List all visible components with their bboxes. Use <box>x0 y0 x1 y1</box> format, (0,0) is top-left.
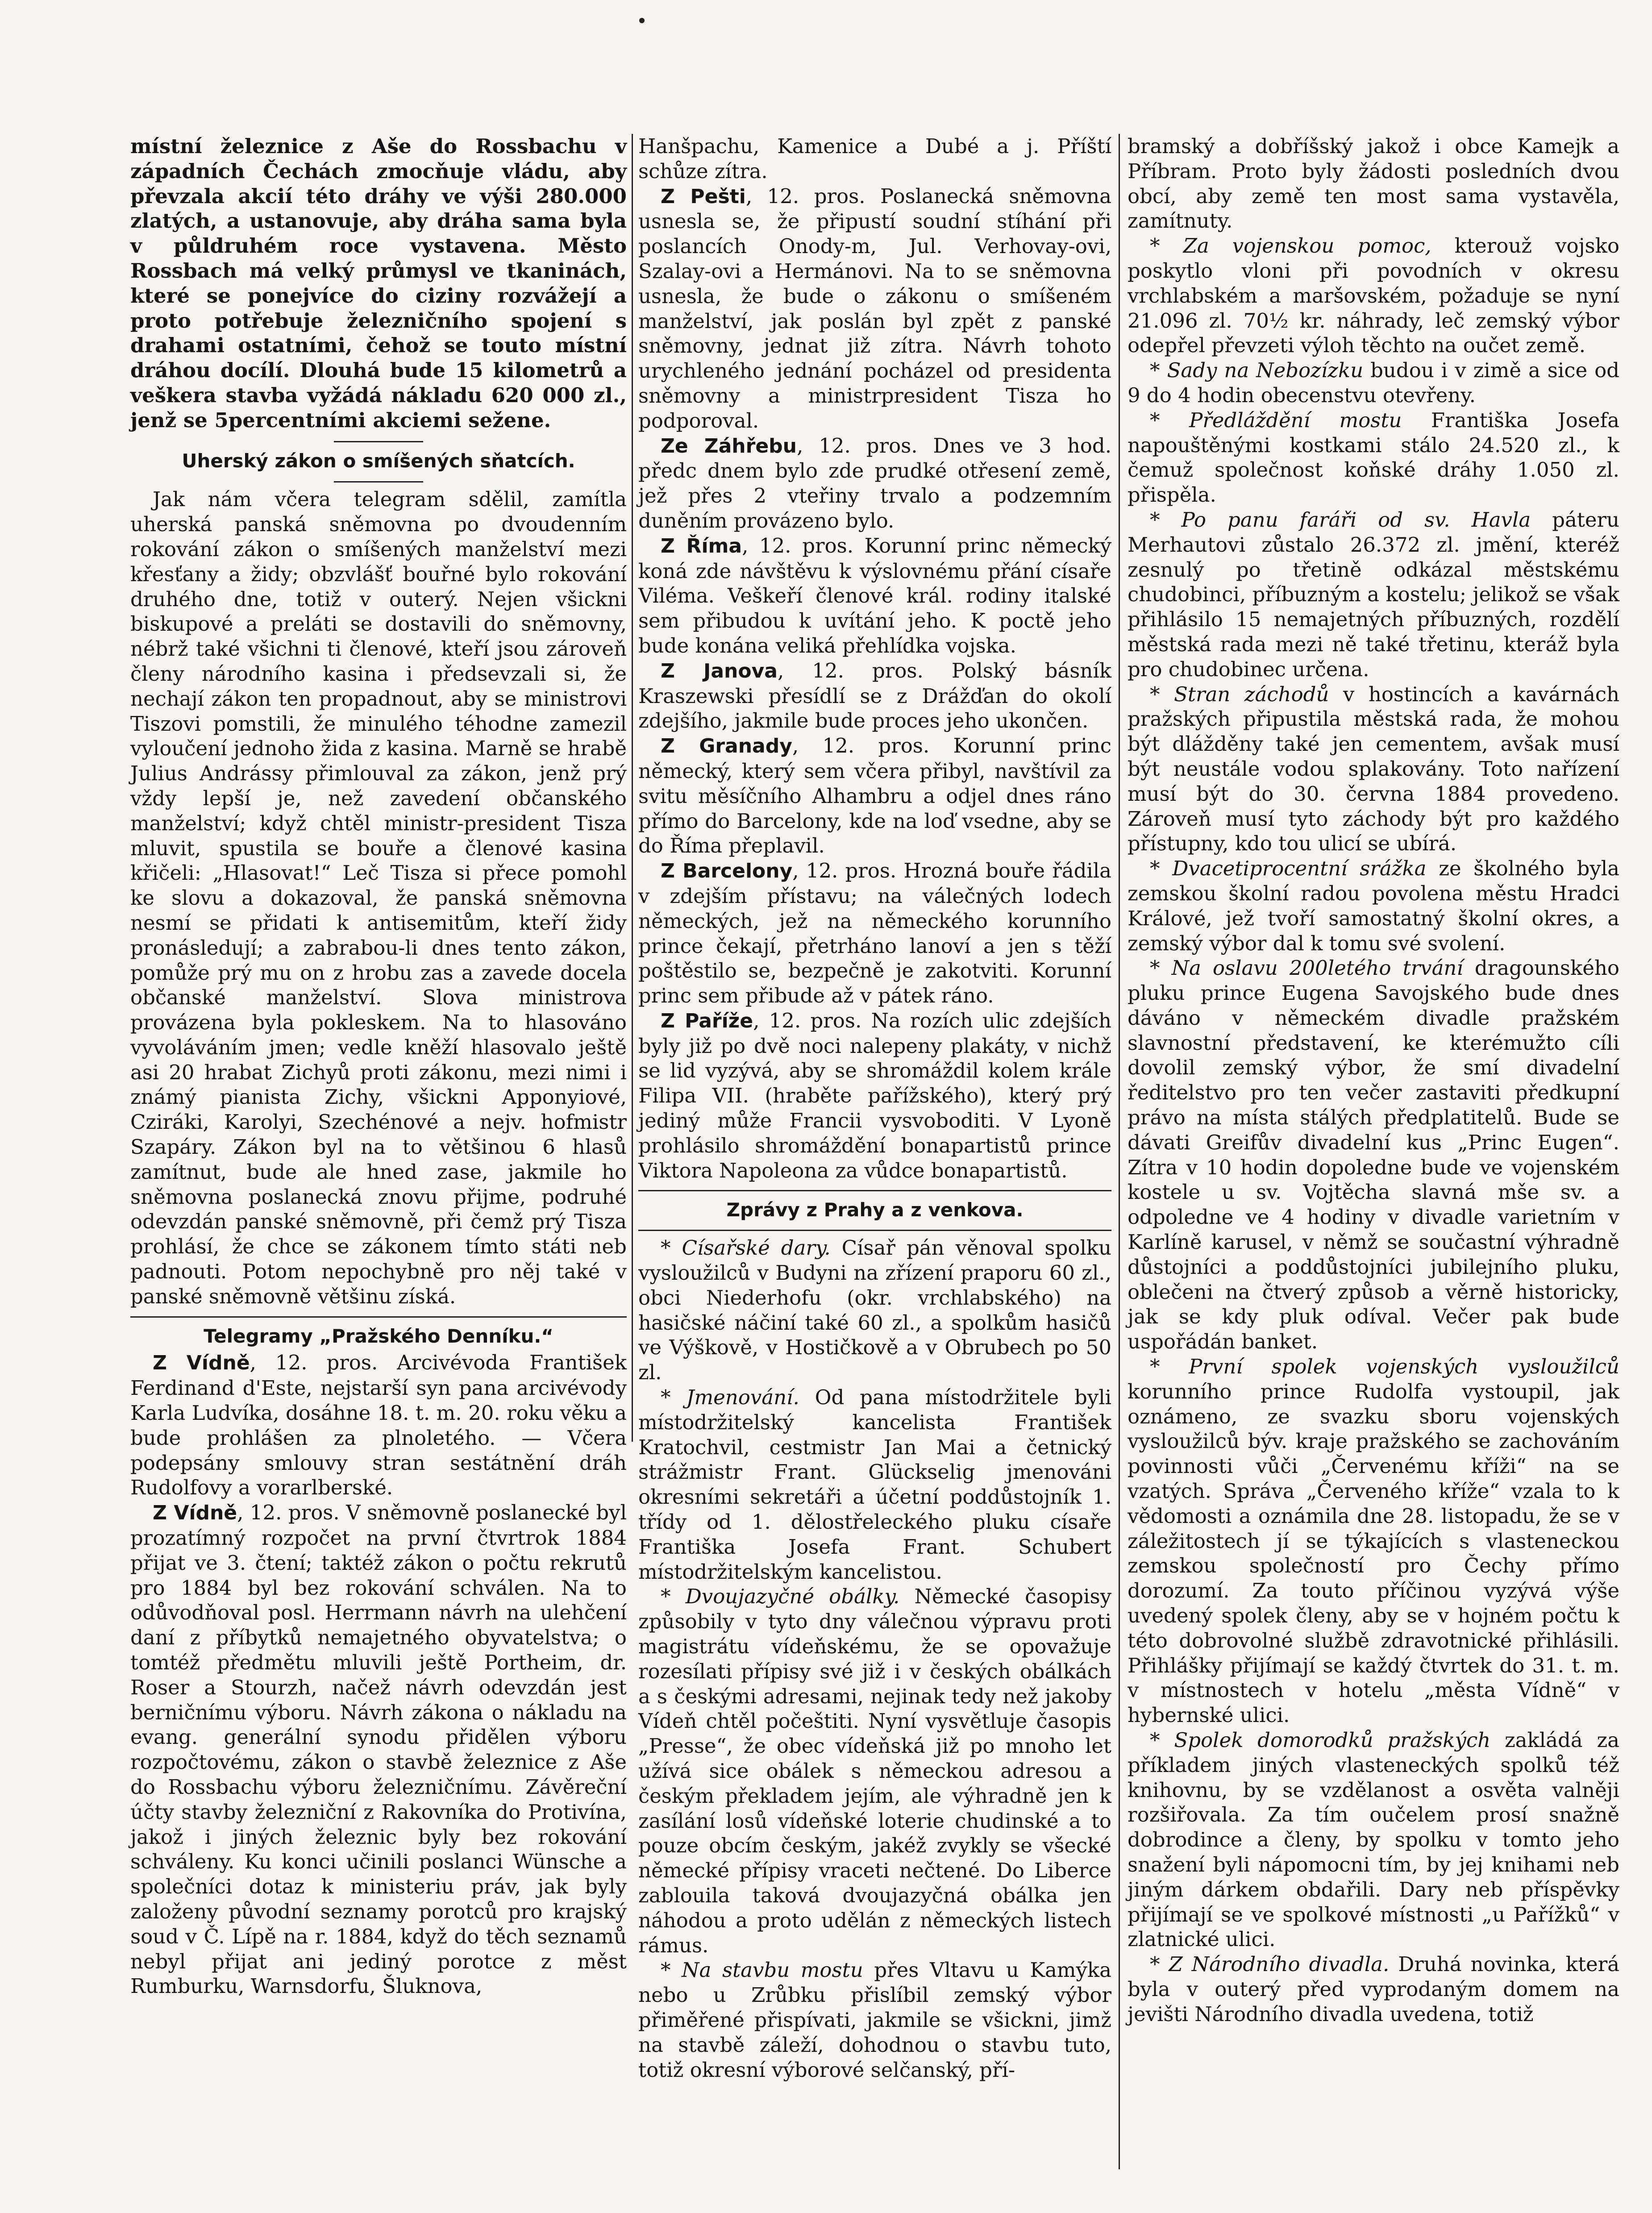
rome-text: , 12. pros. Korunní princ německý koná zde návštěvu k výslovnému přání císaře Viléma. Veškeří členové král. rodiny italské sem přibudou k uvítání jeho. K poctě jeho bude konána veliká přehlídka vojska. <box>638 533 1111 657</box>
column-rule-1 <box>632 134 633 1442</box>
column-rule-2 <box>1119 134 1120 2169</box>
vienna-text-2: , 12. pros. V sněmovně poslanecké byl prozatímný rozpočet na první čtvrtrok 1884 přijat ve 3. čtení; taktéž zákon o počtu rekrutů pro 1884 byl bez rokování schválen. Na to odůvodňoval posl. Herrmann návrh na ulehčení daní z příbytků nemajetného obyvatelstva; o tomtéž předmětu mluvili ještě Portheim, dr. Roser a Stourzh, načež návrh odevzdán jest berničnímu výboru. Návrh zákona o nákladu na evang. generální synodu přidělen výboru rozpočtovému, zákon o stavbě železnice z Aše do Rossbachu výboru železničnímu. Závěreční účty stavby železniční z Rakovníka do Protivína, jakož i jiných železnic byly bez rokování schváleny. Ku konci učinili poslanci Wünsche a společníci dotaz k ministeriu práv, jak byly založeny původní seznamy porotců pro krajský soud v Č. Lípě na r. 1884, když do těch seznamů nebyl přijat ani jediný porotce z měst Rumburku, Warnsdorfu, Šluknova, <box>130 1501 627 1998</box>
bridge-item: * Na stavbu mostu přes Vltavu u Kamýka nebo u Zrůbku přislíbil zemský výbor přiměřené přispívati, jakmile se všickni, jimž na stavbě záleží, dohodnou o stavbu tuto, totiž okresní výborové selčanský, pří- <box>638 1958 1111 2082</box>
envelopes-topic: Dvoujazyčné obálky. <box>685 1585 900 1609</box>
envelopes-text: Německé časopisy způsobily v tyto dny válečnou výpravu proti magistrátu vídeňskému, že se opovažuje rozesílati přípisy své již i v českých obálkách a s českými adresami, nejinak tedy než jakoby Vídeň chtěl počeštiti. Nyní vysvětluje časopis „Presse“, že obec vídeňská již po mnoho let užívá sice obálek s německou adresou a českým překladem jejím, ale výhradně jen k zasílání losů vídeňské loterie chudinské a to pouze obcím českým, jakéž zvykly se všecké německé přípisy vraceti nečtené. Do Liberce zablouila taková dvoujazyčná obálka jen náhodou a proto udělán z německých listech rámus. <box>638 1585 1112 1957</box>
appointments-text: Od pana místodržitele byli místodržitelský kancelista František Kratochvil, cestmistr Jan Mai a četnický strážmistr Frant. Glückselig jmenováni okresními sekretáři a účetní poddůstojník 1. třídy od 1. dělostřeleckého pluku císaře Františka Josefa Frant. Schubert místodržitelským kancelistou. <box>638 1385 1111 1584</box>
appointments-item: * Jmenování. Od pana místodržitele byli místodržitelský kancelista František Kratochvil, cestmistr Jan Mai a četnický strážmistr Frant. Glückselig jmenováni okresními sekretáři a účetní poddůstojník 1. třídy od 1. dělostřeleckého pluku císaře Františka Josefa Frant. Schubert místodržitelským kancelistou. <box>638 1385 1111 1584</box>
imperial-gifts-topic: Císařské dary. <box>682 1236 831 1260</box>
column-3 <box>1128 134 1619 2027</box>
jubilee-text: dragounského pluku prince Eugena Savojského bude dnes dáváno v německém divadle pražském slavnostní představení, ke kterémužto cíli dovolil zemský výbor, že smí divadelní ředitelstvo pro ten večer zastaviti předkupní právo na místa stálých předplatitelů. Bude se dávati Greifův divadelní kus „Princ Eugen“. Zítra v 10 hodin dopoledne bude ve vojenském kostele u sv. Vojtěcha slavná mše sv. a odpoledne ve 4 hodiny v divadle varietním v Karlíně karusel, v němž se součastní výhradně důstojníci a poddůstojníci jubilejního pluku, oblečeni na čtverý způsob a věrně historicky, jak se kdy pluk odíval. Večer pak bude uspořádán banket. <box>1128 956 1619 1354</box>
column-2 <box>638 134 1111 2082</box>
ink-speck <box>639 18 645 23</box>
vienna-text-1: , 12. pros. Arcivévoda František Ferdinand d'Este, nejstarší syn pana arcivévody Karla Ludvíka, dosáhne 18. t. m. 20. roku věku a bude prohlášen za plnoletého. — Včera podepsány smlouvy stran sestátnění dráh Rudolfovy a vorarlberské. <box>130 1351 627 1500</box>
theatre-item: * Z Národního divadla. Druhá novinka, která byla v outerý před vyprodaným domem na jevišti Národního divadla uvedena, totiž <box>1128 1952 1620 2026</box>
theatre-text: Druhá novinka, která byla v outerý před vyprodaným domem na jevišti Národního divadla uvedena, totiž <box>1128 1952 1620 2026</box>
zagreb-dateline: Ze Záhřebu <box>661 434 797 458</box>
imperial-gifts-item: * Císařské dary. Císař pán věnoval spolku vysloužilců v Budyni na zřízení praporu 60 zl., obci Niederhofu (okr. vrchlabského) na hasičské náčiní také 60 zl., a spolkům hasičů ve Výškově, v Hostičkově a v Obrubech po 50 zl. <box>638 1236 1111 1385</box>
vienna-dateline-2: Z Vídně <box>153 1502 237 1525</box>
theatre-topic: Z Národního divadla. <box>1169 1952 1390 1976</box>
rome-dateline: Z Říma <box>661 534 742 557</box>
hungarian-law-heading: Uherský zákon o smíšených sňatcích. <box>182 449 575 472</box>
genoa-telegram <box>638 658 1111 733</box>
vienna-telegram-2 <box>130 1500 627 1999</box>
genoa-dateline: Z Janova <box>661 659 778 682</box>
pest-text: , 12. pros. Poslanecká sněmovna usnesla se, že připustí soudní stíhání při poslancích Onody-m, Jul. Verhovay-ovi, Szalay-ovi a Hermánovi. Na to se sněmovna usnesla, že bude o zákonu o smíšeném manželství, jak poslán byl zpět z panské sněmovny, jednat již zítra. Návrh tohoto urychleného jednání pocházel od presidenta sněmovny a ministrpresident Tisza ho podporoval. <box>638 184 1111 433</box>
school-topic: Dvacetiprocentní srážka <box>1172 857 1427 881</box>
pest-dateline: Z Pešti <box>661 185 746 208</box>
paving-item: * Předláždění mostu Františka Josefa napouštěnými kostkami stálo 24.520 zl., k čemuž společnost koňské dráhy 1.050 zl. přispěla. <box>1128 408 1619 507</box>
housing-topic: Spolek domorodků pražských <box>1174 1728 1491 1752</box>
housing-text: zakládá za příkladem jiných vlasteneckých spolků též knihovnu, by se vzdělanost a osvěta valněji rozšiřovala. Za tím oučelem prosí snažně dobrodince a členy, by spolku v tomto jeho snažení byli nápomocni tím, by jej knihami neb jiným dárkem obdařili. Dary neb příspěvky přijímají se ve spolkové místnosti „u Pařížků“ v zlatnické ulici. <box>1128 1728 1619 1951</box>
priest-topic: Po panu faráři od sv. Havla <box>1181 507 1531 532</box>
granada-telegram <box>638 733 1111 858</box>
envelopes-item: * Dvoujazyčné obálky. Německé časopisy způsobily v tyto dny válečnou výpravu proti magistrátu vídeňskému, že se opovažuje rozesílati přípisy své již i v českých obálkách a s českými adresami, nejinak tedy než jakoby Vídeň chtěl počeštiti. Nyní vysvětluje časopis „Presse“, že obec vídeňská již po mnoho let užívá sice obálek s německou adresou a českým překladem jejím, ale výhradně jen k zasílání losů vídeňské loterie chudinské a to pouze obcím českým, jakéž zvykly se všecké německé přípisy vraceti nečtené. Do Liberce zablouila taková dvoujazyčná obálka jen náhodou a proto udělán z německých listech rámus. <box>638 1585 1112 1957</box>
jubilee-topic: Na oslavu 200letého trvání <box>1171 956 1463 980</box>
housing-item: * Spolek domorodků pražských zakládá za příkladem jiných vlasteneckých spolků též knihovnu, by se vzdělanost a osvěta valněji rozšiřovala. Za tím oučelem prosí snažně dobrodince a členy, by spolku v tomto jeho snažení byli nápomocni tím, by jej knihami neb jiným dárkem obdařili. Dary neb příspěvky přijímají se ve spolkové místnosti „u Pařížků“ v zlatnické ulici. <box>1128 1728 1619 1951</box>
section-divider <box>334 481 423 483</box>
bridge-text: přes Vltavu u Kamýka nebo u Zrůbku přislíbil zemský výbor přiměřené přispívati, jakmile se všickni, jimž na stavbě záleží, dohodnou o stavbu tuto, totiž okresní výborové selčanský, pří- <box>638 1958 1111 2082</box>
priest-text: páteru Merhautovi zůstalo 26.372 zl. jmění, kteréž zesnulý po třetině odkázal městskému chudobinci, příbuzným a kostelu; jelikož se však přihlásilo 15 nemajetných příbuzných, rozdělí městská rada mezi ně také třetinu, kteráž byla pro chudobinec určena. <box>1128 507 1619 681</box>
veterans-topic: První spolek vojenských vysloužilců <box>1189 1355 1619 1379</box>
imperial-gifts-text: Císař pán věnoval spolku vysloužilců v Budyni na zřízení praporu 60 zl., obci Niederhofu (okr. vrchlabského) na hasičské náčiní také 60 zl., a spolkům hasičů ve Výškově, v Hostičkově a v Obrubech po 50 zl. <box>638 1236 1111 1385</box>
veterans-text: korunního prince Rudolfa vystoupil, jak oznámeno, ze svazku sboru vojenských vysloužilců býv. kraje pražského se zachováním povinnosti vůči „Červenému kříži“ na se vzatých. Správa „Červeného kříže“ vzala to k vědomosti a oznámila dne 28. listopadu, že se v záležitostech jí se týkajících s vlasteneckou zemskou společností pro Čechy přímo dorozumí. Za touto příčinou vyzývá výše uvedený spolek členy, aby se v hojném počtu k této dobrovolné službě zdravotnické přihlásili. Přihlášky přijímají se každý čtvrtek do 31. t. m. v místnostech v hotelu „města Vídně“ v hybernské ulici. <box>1128 1379 1619 1727</box>
vienna-telegram-1 <box>130 1350 627 1500</box>
news-heading: Zprávy z Prahy a z venkova. <box>726 1199 1024 1221</box>
paris-text: , 12. pros. Na rozích ulic zdejších byly již po dvě noci nalepeny plakáty, v nichž se lid vyzývá, aby se shromáždil kolem krále Filipa VII. (hraběte pařížského), který prý jediný může Francii vysvoboditi. V Lyoně prohlásilo shromáždění bonapartistů prince Viktora Napoleona za vůdce bonapartistů. <box>638 1008 1111 1182</box>
priest-item: * Po panu faráři od sv. Havla páteru Merhautovi zůstalo 26.372 zl. jmění, kteréž zesnulý po třetině odkázal městskému chudobinci, příbuzným a kostelu; jelikož se však přihlásilo 15 nemajetných příbuzných, rozdělí městská rada mezi ně také třetinu, kteráž byla pro chudobinec určena. <box>1128 507 1619 681</box>
genoa-text: , 12. pros. Polský básník Kraszewski přesídlí se z Drážďan do okolí zdejšího, jakmile bude proces jeho ukončen. <box>638 658 1111 733</box>
gardens-text: budou i v zimě a sice od 9 do 4 hodin obecenstvu otevřeny. <box>1128 358 1619 407</box>
toilets-topic: Stran záchodů <box>1174 682 1329 706</box>
school-text: ze školného byla zemskou školní radou povolena městu Hradci Králové, jež tvoří samostatný školní okres, a zemský výbor dal k tomu své svolení. <box>1128 857 1619 955</box>
military-text: kterouž vojsko poskytlo vloni při povodních v okresu vrchlabském a maršovském, požaduje se nyní 21.096 zl. 70½ kr. náhrady, leč zemský výbor odepřel převzeti výloh těchto na oučet země. <box>1128 234 1619 358</box>
gardens-topic: Sady na Nebozízku <box>1167 358 1364 383</box>
section-divider <box>334 441 423 442</box>
school-item: * Dvacetiprocentní srážka ze školného byla zemskou školní radou povolena městu Hradci Králové, jež tvoří samostatný školní okres, a zemský výbor dal k tomu své svolení. <box>1128 857 1619 955</box>
vienna-dateline-1: Z Vídně <box>153 1352 250 1375</box>
hungarian-law-paragraph: Jak nám včera telegram sdělil, zamítla uherská panská sněmovna po dvoudenním rokování zákon o smíšených manželství mezi křesťany a židy; obzvlášť bouřné bylo rokování druhého dne, totiž v outerý. Nejen všickni biskupové a preláti se dostavili do sněmovny, nébrž také všichni ti členové, kteří jsou zároveň členy národního kasina i předsevzali si, že nechají zákon ten propadnout, aby se ministrovi Tiszovi pomstili, že minulého téhodne zamezil vyloučení jednoho žida z kasina. Marně se hrabě Julius Andrássy přimlouval za zákon, jenž prý vždy lepší je, než zavedení občanského manželství; když chtěl ministr-president Tisza mluvit, spustila se bouře a členové kasina křičeli: „Hlasovat!“ Leč Tisza si přece pomohl ke slovu a dokazoval, že panská sněmovna nesmí se přidati k antisemitům, kteří židy pronásledují; a zabrabou-li dnes tento zákon, pomůže prý mu on z hrobu zas a zavede docela občanské manželství. Slova ministrova provázena byla pokleskem. Na to hlasováno vyvoláváním jmen; vedle kněží hlasovalo ještě asi 20 hrabat Zichyů proti zákonu, mezi nimi i známý pianista Zichy, všickni Apponyiové, Cziráki, Karolyi, Szechénové a nejv. hofmistr Szapáry. Zákon byl na to většinou 6 hlasů zamítnut, bude ale hned zase, jakmile ho sněmovna poslanecká znovu přijme, podruhé odevzdán panské sněmovně, při čemž prý Tisza prohlásí, že chce se zákonem tímto státi neb padnouti. Potom nepochybně pro něj také v panské sněmovně většinu získá. <box>130 487 627 1308</box>
paris-dateline: Z Paříže <box>661 1009 753 1032</box>
paving-topic: Předláždění mostu <box>1189 408 1402 432</box>
barcelona-text: , 12. pros. Hrozná bouře řádila v zdejším přístavu; na válečných lodech německých, jež na německého korunního prince čekají, přetrháno lanoví a jen s těží poštěstilo se, bezpečně je zakotviti. Korunní princ sem přibude až v pátek ráno. <box>638 859 1111 1008</box>
veterans-item: * První spolek vojenských vysloužilců korunního prince Rudolfa vystoupil, jak oznámeno, ze svazku sboru vojenských vysloužilců býv. kraje pražského se zachováním povinnosti vůči „Červenému kříži“ na se vzatých. Správa „Červeného kříže“ vzala to k vědomosti a oznámila dne 28. listopadu, že se v záležitostech jí se týkajících s vlasteneckou zemskou společností pro Čechy přímo dorozumí. Za touto příčinou vyzývá výše uvedený spolek členy, aby se v hojném počtu k této dobrovolné službě zdravotnické přihlásili. Přihlášky přijímají se každý čtvrtek do 31. t. m. v místnostech v hotelu „města Vídně“ v hybernské ulici. <box>1128 1355 1619 1727</box>
appointments-topic: Jmenování. <box>686 1385 799 1410</box>
column-1 <box>130 134 627 1999</box>
section-rule <box>638 1190 1111 1191</box>
paving-text: Františka Josefa napouštěnými kostkami stálo 24.520 zl., k čemuž společnost koňské dráhy 1.050 zl. přispěla. <box>1128 408 1619 507</box>
jubilee-item: * Na oslavu 200letého trvání dragounského pluku prince Eugena Savojského bude dnes dáváno v německém divadle pražském slavnostní představení, ke kterémužto cíli dovolil zemský výbor, že smí divadelní ředitelstvo pro ten večer zastaviti předkupní právo na místa stálých předplatitelů. Bude se dávati Greifův divadelní kus „Princ Eugen“. Zítra v 10 hodin dopoledne bude ve vojenském kostele u sv. Vojtěcha slavná mše sv. a odpoledne ve 4 hodiny v divadle varietním v Karlíně karusel, v němž se součastní výhradně důstojníci a poddůstojníci jubilejního pluku, oblečeni na čtverý způsob a věrně historicky, jak se kdy pluk odíval. Večer pak bude uspořádán banket. <box>1128 956 1619 1354</box>
gardens-item: * Sady na Nebozízku budou i v zimě a sice od 9 do 4 hodin obecenstvu otevřeny. <box>1128 358 1619 407</box>
pest-telegram <box>638 184 1111 433</box>
granada-dateline: Z Granady <box>661 735 792 758</box>
vienna-continuation: Hanšpachu, Kamenice a Dubé a j. Příští schůze zítra. <box>638 134 1111 183</box>
zagreb-text: , 12. pros. Dnes ve 3 hod. předc dnem bylo zde prudké otřesení země, jež přes 2 vteřiny trvalo a podzemním duněním provázeno bylo. <box>638 433 1111 532</box>
railway-paragraph: místní železnice z Aše do Rossbachu v západních Čechách zmocňuje vládu, aby převzala akcií této dráhy ve výši 280.000 zlatých, a ustanovuje, aby dráha sama byla v půldruhém roce vystavena. Město Rossbach má velký průmysl ve tkaninách, které se ponejvíce do ciziny rozvážejí a proto potřebuje železničního spojení s drahami ostatními, čehož se touto místní dráhou docílí. Dlouhá bude 15 kilometrů a veškera stavba vyžádá nákladu 620 000 zl., jenž se 5percentními akciemi sežene. <box>130 134 627 432</box>
section-rule <box>638 1230 1111 1231</box>
bridge-continuation: bramský a dobříšský jakož i obce Kamejk a Příbram. Proto byly žádosti posledních dvou obcí, aby země ten most sama vystavěla, zamítnuty. <box>1128 134 1619 233</box>
toilets-item: * Stran záchodů v hostincích a kavárnách pražských připustila městská rada, že mohou být dlážděny také jen cementem, avšak musí být neustále vodou splakovány. Toto nařízení musí být do 30. června 1884 provedeno. Zároveň musí tyto záchody být pro každého přístupny, kdo tou ulicí se ubírá. <box>1128 682 1619 856</box>
toilets-text: v hostincích a kavárnách pražských připustila městská rada, že mohou být dlážděny také jen cementem, avšak musí být neustále vodou splakovány. Toto nařízení musí být do 30. června 1884 provedeno. Zároveň musí tyto záchody být pro každého přístupny, kdo tou ulicí se ubírá. <box>1128 682 1619 856</box>
paris-telegram <box>638 1008 1111 1183</box>
section-rule <box>130 1316 627 1318</box>
bridge-topic: Na stavbu mostu <box>682 1958 863 1982</box>
telegram-heading: Telegramy „Pražského Denníku.“ <box>204 1325 553 1347</box>
military-topic: Za vojenskou pomoc, <box>1183 234 1431 258</box>
granada-text: , 12. pros. Korunní princ německý, který sem včera přibyl, navštívil za svitu měsíčního Alhambru a odjel dnes ráno přímo do Barcelony, kde na loď vsedne, aby se do Říma přeplavil. <box>638 734 1112 858</box>
zagreb-telegram <box>638 433 1111 533</box>
military-item: * Za vojenskou pomoc, kterouž vojsko poskytlo vloni při povodních v okresu vrchlabském a maršovském, požaduje se nyní 21.096 zl. 70½ kr. náhrady, leč zemský výbor odepřel převzeti výloh těchto na oučet země. <box>1128 234 1619 358</box>
rome-telegram <box>638 533 1111 658</box>
barcelona-dateline: Z Barcelony <box>661 860 793 883</box>
barcelona-telegram <box>638 858 1111 1008</box>
